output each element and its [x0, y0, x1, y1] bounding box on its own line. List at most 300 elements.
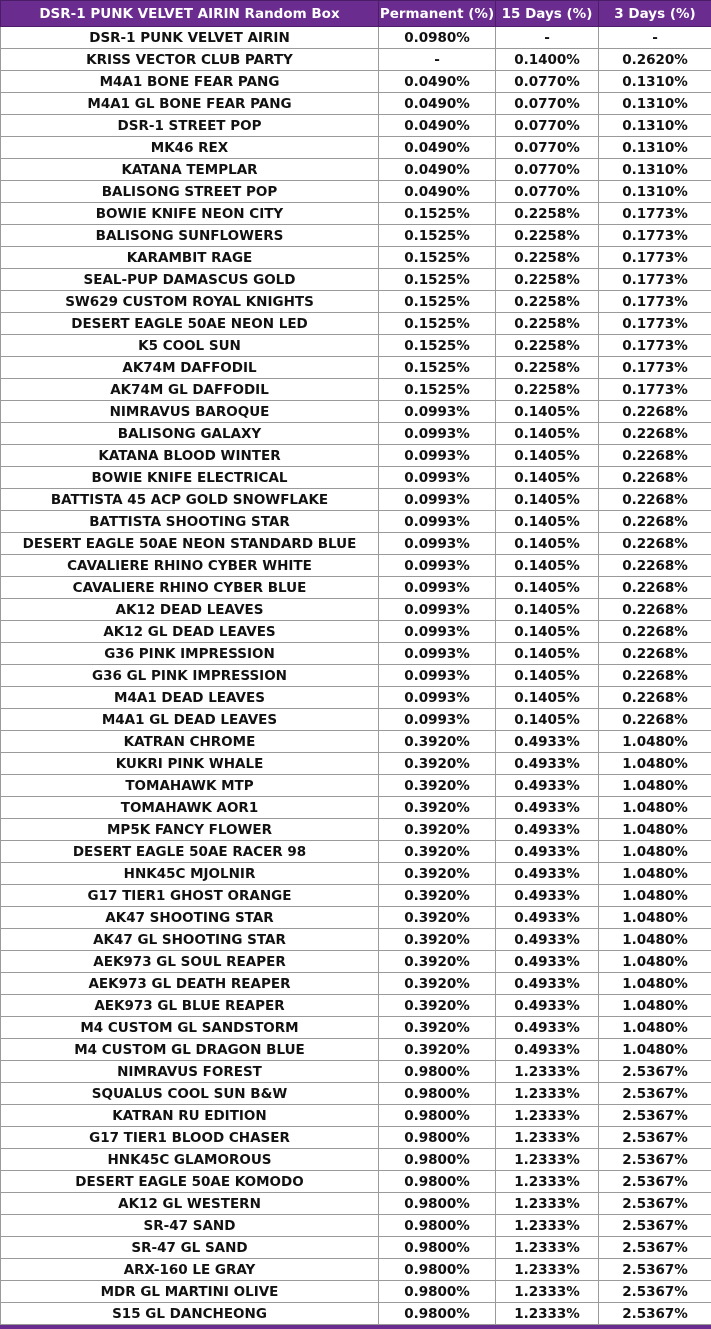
table-row	[1, 599, 711, 621]
3-days-cell: 1.0480%	[599, 775, 711, 797]
item-name-cell: KATRAN CHROME	[1, 731, 379, 753]
15-days-cell: 0.1405%	[496, 445, 599, 467]
permanent-cell: 0.1525%	[379, 335, 496, 357]
15-days-cell: 1.2333%	[496, 1105, 599, 1127]
item-name-cell: AK12 DEAD LEAVES	[1, 599, 379, 621]
table-row	[1, 269, 711, 291]
table-row	[1, 27, 711, 49]
permanent-cell: 0.0993%	[379, 533, 496, 555]
table-row	[1, 885, 711, 907]
15-days-cell: 1.2333%	[496, 1193, 599, 1215]
3-days-cell: 0.2268%	[599, 401, 711, 423]
15-days-cell: 0.4933%	[496, 885, 599, 907]
permanent-cell: 0.3920%	[379, 797, 496, 819]
table-row	[1, 687, 711, 709]
permanent-cell: 0.0993%	[379, 489, 496, 511]
item-name-cell: G36 PINK IMPRESSION	[1, 643, 379, 665]
permanent-cell: 0.0993%	[379, 467, 496, 489]
15-days-cell: 0.4933%	[496, 907, 599, 929]
permanent-cell: 0.0490%	[379, 71, 496, 93]
3-days-cell: 1.0480%	[599, 1017, 711, 1039]
table-row	[1, 335, 711, 357]
item-name-cell: TOMAHAWK MTP	[1, 775, 379, 797]
item-name-cell: TOMAHAWK AOR1	[1, 797, 379, 819]
table-row	[1, 1061, 711, 1083]
item-name-cell: AK47 GL SHOOTING STAR	[1, 929, 379, 951]
item-name-cell: G17 TIER1 GHOST ORANGE	[1, 885, 379, 907]
15-days-cell: 0.2258%	[496, 379, 599, 401]
item-name-cell: SR-47 SAND	[1, 1215, 379, 1237]
permanent-cell: 0.3920%	[379, 973, 496, 995]
permanent-cell: 0.0993%	[379, 665, 496, 687]
item-name-cell: DSR-1 STREET POP	[1, 115, 379, 137]
table-row	[1, 1193, 711, 1215]
permanent-cell: 0.3920%	[379, 819, 496, 841]
table-row	[1, 203, 711, 225]
3-days-cell: 0.1773%	[599, 357, 711, 379]
item-name-cell: CAVALIERE RHINO CYBER BLUE	[1, 577, 379, 599]
3-days-cell: 1.0480%	[599, 863, 711, 885]
3-days-cell: 0.1773%	[599, 225, 711, 247]
table-row	[1, 863, 711, 885]
item-name-cell: BATTISTA 45 ACP GOLD SNOWFLAKE	[1, 489, 379, 511]
header-row	[1, 1, 711, 27]
table-row	[1, 643, 711, 665]
permanent-cell: 0.0993%	[379, 621, 496, 643]
table-row	[1, 1083, 711, 1105]
table-row	[1, 1105, 711, 1127]
item-name-cell: M4 CUSTOM GL DRAGON BLUE	[1, 1039, 379, 1061]
item-name-cell: NIMRAVUS BAROQUE	[1, 401, 379, 423]
15-days-cell: 0.1405%	[496, 467, 599, 489]
item-name-cell: KATRAN RU EDITION	[1, 1105, 379, 1127]
permanent-cell: 0.0993%	[379, 687, 496, 709]
permanent-cell: 0.0993%	[379, 643, 496, 665]
15-days-cell: 0.4933%	[496, 797, 599, 819]
table-row	[1, 71, 711, 93]
header-item-name: DSR-1 PUNK VELVET AIRIN Random Box	[1, 1, 379, 27]
3-days-cell: 0.2268%	[599, 423, 711, 445]
permanent-cell: 0.0993%	[379, 555, 496, 577]
15-days-cell: 0.1405%	[496, 533, 599, 555]
permanent-cell: 0.1525%	[379, 225, 496, 247]
permanent-cell: 0.9800%	[379, 1259, 496, 1281]
15-days-cell: 0.4933%	[496, 775, 599, 797]
15-days-cell: 0.2258%	[496, 225, 599, 247]
15-days-cell: 0.1405%	[496, 401, 599, 423]
header-15-days: 15 Days (%)	[496, 1, 599, 27]
3-days-cell: 2.5367%	[599, 1303, 711, 1325]
item-name-cell: M4A1 DEAD LEAVES	[1, 687, 379, 709]
table-row	[1, 291, 711, 313]
permanent-cell: 0.3920%	[379, 951, 496, 973]
table-row	[1, 115, 711, 137]
3-days-cell: 0.1310%	[599, 159, 711, 181]
15-days-cell: 0.1405%	[496, 709, 599, 731]
permanent-cell: 0.3920%	[379, 775, 496, 797]
table-row	[1, 1237, 711, 1259]
table-row	[1, 819, 711, 841]
3-days-cell: 2.5367%	[599, 1281, 711, 1303]
3-days-cell: -	[599, 27, 711, 49]
3-days-cell: 0.1773%	[599, 247, 711, 269]
3-days-cell: 0.1773%	[599, 269, 711, 291]
15-days-cell: 0.1405%	[496, 511, 599, 533]
permanent-cell: 0.1525%	[379, 247, 496, 269]
15-days-cell: 0.4933%	[496, 753, 599, 775]
item-name-cell: DESERT EAGLE 50AE NEON LED	[1, 313, 379, 335]
15-days-cell: 0.4933%	[496, 951, 599, 973]
item-name-cell: SR-47 GL SAND	[1, 1237, 379, 1259]
15-days-cell: 0.0770%	[496, 181, 599, 203]
3-days-cell: 1.0480%	[599, 973, 711, 995]
item-name-cell: M4 CUSTOM GL SANDSTORM	[1, 1017, 379, 1039]
table-bottom-border	[0, 1325, 711, 1329]
table-row	[1, 49, 711, 71]
table-row	[1, 797, 711, 819]
table-row	[1, 313, 711, 335]
item-name-cell: MK46 REX	[1, 137, 379, 159]
permanent-cell: 0.9800%	[379, 1105, 496, 1127]
permanent-cell: 0.9800%	[379, 1171, 496, 1193]
15-days-cell: 0.4933%	[496, 1039, 599, 1061]
15-days-cell: 0.4933%	[496, 973, 599, 995]
permanent-cell: 0.0490%	[379, 93, 496, 115]
table-row	[1, 1171, 711, 1193]
permanent-cell: 0.0490%	[379, 137, 496, 159]
permanent-cell: 0.9800%	[379, 1149, 496, 1171]
table-row	[1, 1259, 711, 1281]
permanent-cell: 0.9800%	[379, 1061, 496, 1083]
15-days-cell: -	[496, 27, 599, 49]
15-days-cell: 0.1405%	[496, 687, 599, 709]
3-days-cell: 2.5367%	[599, 1215, 711, 1237]
table-row	[1, 467, 711, 489]
table-row	[1, 731, 711, 753]
15-days-cell: 0.1405%	[496, 643, 599, 665]
15-days-cell: 1.2333%	[496, 1303, 599, 1325]
item-name-cell: AEK973 GL BLUE REAPER	[1, 995, 379, 1017]
item-name-cell: SW629 CUSTOM ROYAL KNIGHTS	[1, 291, 379, 313]
header-permanent: Permanent (%)	[379, 1, 496, 27]
3-days-cell: 2.5367%	[599, 1193, 711, 1215]
3-days-cell: 0.2268%	[599, 467, 711, 489]
15-days-cell: 0.4933%	[496, 863, 599, 885]
table-row	[1, 907, 711, 929]
15-days-cell: 0.1405%	[496, 577, 599, 599]
item-name-cell: BATTISTA SHOOTING STAR	[1, 511, 379, 533]
table-row	[1, 533, 711, 555]
item-name-cell: KATANA TEMPLAR	[1, 159, 379, 181]
3-days-cell: 0.1310%	[599, 181, 711, 203]
15-days-cell: 0.4933%	[496, 1017, 599, 1039]
3-days-cell: 0.2268%	[599, 555, 711, 577]
permanent-cell: 0.9800%	[379, 1083, 496, 1105]
3-days-cell: 1.0480%	[599, 885, 711, 907]
3-days-cell: 0.2268%	[599, 643, 711, 665]
15-days-cell: 0.0770%	[496, 71, 599, 93]
table-row	[1, 159, 711, 181]
15-days-cell: 0.4933%	[496, 731, 599, 753]
3-days-cell: 2.5367%	[599, 1237, 711, 1259]
table-row	[1, 1149, 711, 1171]
item-name-cell: KATANA BLOOD WINTER	[1, 445, 379, 467]
permanent-cell: 0.0993%	[379, 401, 496, 423]
3-days-cell: 2.5367%	[599, 1149, 711, 1171]
15-days-cell: 0.1405%	[496, 489, 599, 511]
item-name-cell: SEAL-PUP DAMASCUS GOLD	[1, 269, 379, 291]
3-days-cell: 0.1773%	[599, 379, 711, 401]
permanent-cell: 0.3920%	[379, 753, 496, 775]
table-row	[1, 929, 711, 951]
15-days-cell: 1.2333%	[496, 1171, 599, 1193]
item-name-cell: HNK45C GLAMOROUS	[1, 1149, 379, 1171]
item-name-cell: CAVALIERE RHINO CYBER WHITE	[1, 555, 379, 577]
15-days-cell: 0.2258%	[496, 357, 599, 379]
table-row	[1, 1039, 711, 1061]
permanent-cell: 0.3920%	[379, 1017, 496, 1039]
permanent-cell: 0.0993%	[379, 445, 496, 467]
15-days-cell: 0.1400%	[496, 49, 599, 71]
item-name-cell: M4A1 BONE FEAR PANG	[1, 71, 379, 93]
3-days-cell: 1.0480%	[599, 731, 711, 753]
item-name-cell: G36 GL PINK IMPRESSION	[1, 665, 379, 687]
15-days-cell: 0.2258%	[496, 269, 599, 291]
item-name-cell: K5 COOL SUN	[1, 335, 379, 357]
table-row	[1, 1281, 711, 1303]
15-days-cell: 0.4933%	[496, 929, 599, 951]
3-days-cell: 1.0480%	[599, 929, 711, 951]
item-name-cell: AK12 GL WESTERN	[1, 1193, 379, 1215]
permanent-cell: 0.0993%	[379, 599, 496, 621]
table-row	[1, 951, 711, 973]
item-name-cell: M4A1 GL BONE FEAR PANG	[1, 93, 379, 115]
item-name-cell: AEK973 GL DEATH REAPER	[1, 973, 379, 995]
3-days-cell: 2.5367%	[599, 1105, 711, 1127]
item-name-cell: DESERT EAGLE 50AE NEON STANDARD BLUE	[1, 533, 379, 555]
15-days-cell: 0.1405%	[496, 665, 599, 687]
permanent-cell: 0.9800%	[379, 1281, 496, 1303]
permanent-cell: 0.1525%	[379, 357, 496, 379]
permanent-cell: 0.3920%	[379, 907, 496, 929]
3-days-cell: 0.2268%	[599, 665, 711, 687]
item-name-cell: NIMRAVUS FOREST	[1, 1061, 379, 1083]
3-days-cell: 1.0480%	[599, 907, 711, 929]
15-days-cell: 1.2333%	[496, 1061, 599, 1083]
3-days-cell: 0.2268%	[599, 599, 711, 621]
3-days-cell: 0.2268%	[599, 577, 711, 599]
permanent-cell: 0.3920%	[379, 995, 496, 1017]
table-row	[1, 225, 711, 247]
15-days-cell: 0.2258%	[496, 313, 599, 335]
permanent-cell: 0.0980%	[379, 27, 496, 49]
item-name-cell: DSR-1 PUNK VELVET AIRIN	[1, 27, 379, 49]
3-days-cell: 1.0480%	[599, 1039, 711, 1061]
3-days-cell: 0.1310%	[599, 93, 711, 115]
table-row	[1, 1017, 711, 1039]
table-row	[1, 423, 711, 445]
permanent-cell: 0.0490%	[379, 159, 496, 181]
permanent-cell: 0.3920%	[379, 929, 496, 951]
15-days-cell: 0.1405%	[496, 621, 599, 643]
3-days-cell: 0.1773%	[599, 313, 711, 335]
item-name-cell: SQUALUS COOL SUN B&W	[1, 1083, 379, 1105]
permanent-cell: 0.3920%	[379, 1039, 496, 1061]
table-row	[1, 621, 711, 643]
table-row	[1, 577, 711, 599]
permanent-cell: 0.3920%	[379, 731, 496, 753]
3-days-cell: 0.1773%	[599, 291, 711, 313]
permanent-cell: 0.0993%	[379, 709, 496, 731]
item-name-cell: KRISS VECTOR CLUB PARTY	[1, 49, 379, 71]
permanent-cell: 0.0490%	[379, 181, 496, 203]
table-row	[1, 489, 711, 511]
table-row	[1, 775, 711, 797]
permanent-cell: 0.0993%	[379, 423, 496, 445]
table-row	[1, 973, 711, 995]
permanent-cell: 0.0490%	[379, 115, 496, 137]
15-days-cell: 0.0770%	[496, 93, 599, 115]
table-row	[1, 1127, 711, 1149]
table-row	[1, 1303, 711, 1325]
permanent-cell: 0.9800%	[379, 1127, 496, 1149]
permanent-cell: 0.0993%	[379, 511, 496, 533]
3-days-cell: 0.1310%	[599, 71, 711, 93]
permanent-cell: 0.3920%	[379, 863, 496, 885]
table-row	[1, 445, 711, 467]
15-days-cell: 0.0770%	[496, 115, 599, 137]
15-days-cell: 0.2258%	[496, 291, 599, 313]
15-days-cell: 0.4933%	[496, 995, 599, 1017]
15-days-cell: 0.4933%	[496, 841, 599, 863]
3-days-cell: 1.0480%	[599, 995, 711, 1017]
3-days-cell: 1.0480%	[599, 951, 711, 973]
table-row	[1, 841, 711, 863]
3-days-cell: 2.5367%	[599, 1127, 711, 1149]
item-name-cell: G17 TIER1 BLOOD CHASER	[1, 1127, 379, 1149]
15-days-cell: 1.2333%	[496, 1215, 599, 1237]
3-days-cell: 1.0480%	[599, 819, 711, 841]
item-name-cell: KARAMBIT RAGE	[1, 247, 379, 269]
permanent-cell: 0.3920%	[379, 841, 496, 863]
item-name-cell: AK12 GL DEAD LEAVES	[1, 621, 379, 643]
table-row	[1, 93, 711, 115]
15-days-cell: 0.4933%	[496, 819, 599, 841]
permanent-cell: 0.1525%	[379, 379, 496, 401]
table-row	[1, 709, 711, 731]
permanent-cell: 0.1525%	[379, 291, 496, 313]
permanent-cell: 0.1525%	[379, 313, 496, 335]
table-row	[1, 357, 711, 379]
15-days-cell: 0.0770%	[496, 137, 599, 159]
3-days-cell: 0.2268%	[599, 511, 711, 533]
item-name-cell: ARX-160 LE GRAY	[1, 1259, 379, 1281]
15-days-cell: 1.2333%	[496, 1127, 599, 1149]
3-days-cell: 2.5367%	[599, 1259, 711, 1281]
3-days-cell: 1.0480%	[599, 753, 711, 775]
item-name-cell: AK74M DAFFODIL	[1, 357, 379, 379]
item-name-cell: DESERT EAGLE 50AE RACER 98	[1, 841, 379, 863]
3-days-cell: 0.2620%	[599, 49, 711, 71]
3-days-cell: 0.2268%	[599, 489, 711, 511]
item-name-cell: AK74M GL DAFFODIL	[1, 379, 379, 401]
item-name-cell: HNK45C MJOLNIR	[1, 863, 379, 885]
3-days-cell: 0.2268%	[599, 533, 711, 555]
item-name-cell: KUKRI PINK WHALE	[1, 753, 379, 775]
permanent-cell: 0.3920%	[379, 885, 496, 907]
table-row	[1, 995, 711, 1017]
15-days-cell: 1.2333%	[496, 1259, 599, 1281]
15-days-cell: 0.2258%	[496, 203, 599, 225]
item-name-cell: M4A1 GL DEAD LEAVES	[1, 709, 379, 731]
table-row	[1, 401, 711, 423]
item-name-cell: BOWIE KNIFE ELECTRICAL	[1, 467, 379, 489]
item-name-cell: DESERT EAGLE 50AE KOMODO	[1, 1171, 379, 1193]
item-name-cell: MP5K FANCY FLOWER	[1, 819, 379, 841]
permanent-cell: -	[379, 49, 496, 71]
table-row	[1, 665, 711, 687]
3-days-cell: 0.2268%	[599, 709, 711, 731]
3-days-cell: 0.2268%	[599, 621, 711, 643]
15-days-cell: 0.2258%	[496, 247, 599, 269]
15-days-cell: 1.2333%	[496, 1237, 599, 1259]
permanent-cell: 0.1525%	[379, 203, 496, 225]
15-days-cell: 1.2333%	[496, 1083, 599, 1105]
3-days-cell: 0.1773%	[599, 335, 711, 357]
15-days-cell: 1.2333%	[496, 1281, 599, 1303]
header-3-days: 3 Days (%)	[599, 1, 711, 27]
table-row	[1, 379, 711, 401]
item-name-cell: BALISONG GALAXY	[1, 423, 379, 445]
3-days-cell: 2.5367%	[599, 1083, 711, 1105]
3-days-cell: 0.1310%	[599, 137, 711, 159]
table-row	[1, 181, 711, 203]
permanent-cell: 0.9800%	[379, 1237, 496, 1259]
item-name-cell: BOWIE KNIFE NEON CITY	[1, 203, 379, 225]
permanent-cell: 0.9800%	[379, 1193, 496, 1215]
15-days-cell: 0.2258%	[496, 335, 599, 357]
3-days-cell: 0.2268%	[599, 445, 711, 467]
3-days-cell: 0.1310%	[599, 115, 711, 137]
permanent-cell: 0.1525%	[379, 269, 496, 291]
permanent-cell: 0.9800%	[379, 1215, 496, 1237]
table-row	[1, 247, 711, 269]
3-days-cell: 1.0480%	[599, 841, 711, 863]
item-name-cell: BALISONG STREET POP	[1, 181, 379, 203]
15-days-cell: 0.0770%	[496, 159, 599, 181]
3-days-cell: 2.5367%	[599, 1171, 711, 1193]
permanent-cell: 0.9800%	[379, 1303, 496, 1325]
table-row	[1, 511, 711, 533]
3-days-cell: 0.2268%	[599, 687, 711, 709]
table-row	[1, 753, 711, 775]
item-name-cell: AK47 SHOOTING STAR	[1, 907, 379, 929]
15-days-cell: 1.2333%	[496, 1149, 599, 1171]
15-days-cell: 0.1405%	[496, 599, 599, 621]
item-name-cell: AEK973 GL SOUL REAPER	[1, 951, 379, 973]
table-row	[1, 555, 711, 577]
15-days-cell: 0.1405%	[496, 423, 599, 445]
table-row	[1, 137, 711, 159]
3-days-cell: 2.5367%	[599, 1061, 711, 1083]
item-name-cell: BALISONG SUNFLOWERS	[1, 225, 379, 247]
item-name-cell: S15 GL DANCHEONG	[1, 1303, 379, 1325]
3-days-cell: 1.0480%	[599, 797, 711, 819]
table-row	[1, 1215, 711, 1237]
permanent-cell: 0.0993%	[379, 577, 496, 599]
15-days-cell: 0.1405%	[496, 555, 599, 577]
3-days-cell: 0.1773%	[599, 203, 711, 225]
